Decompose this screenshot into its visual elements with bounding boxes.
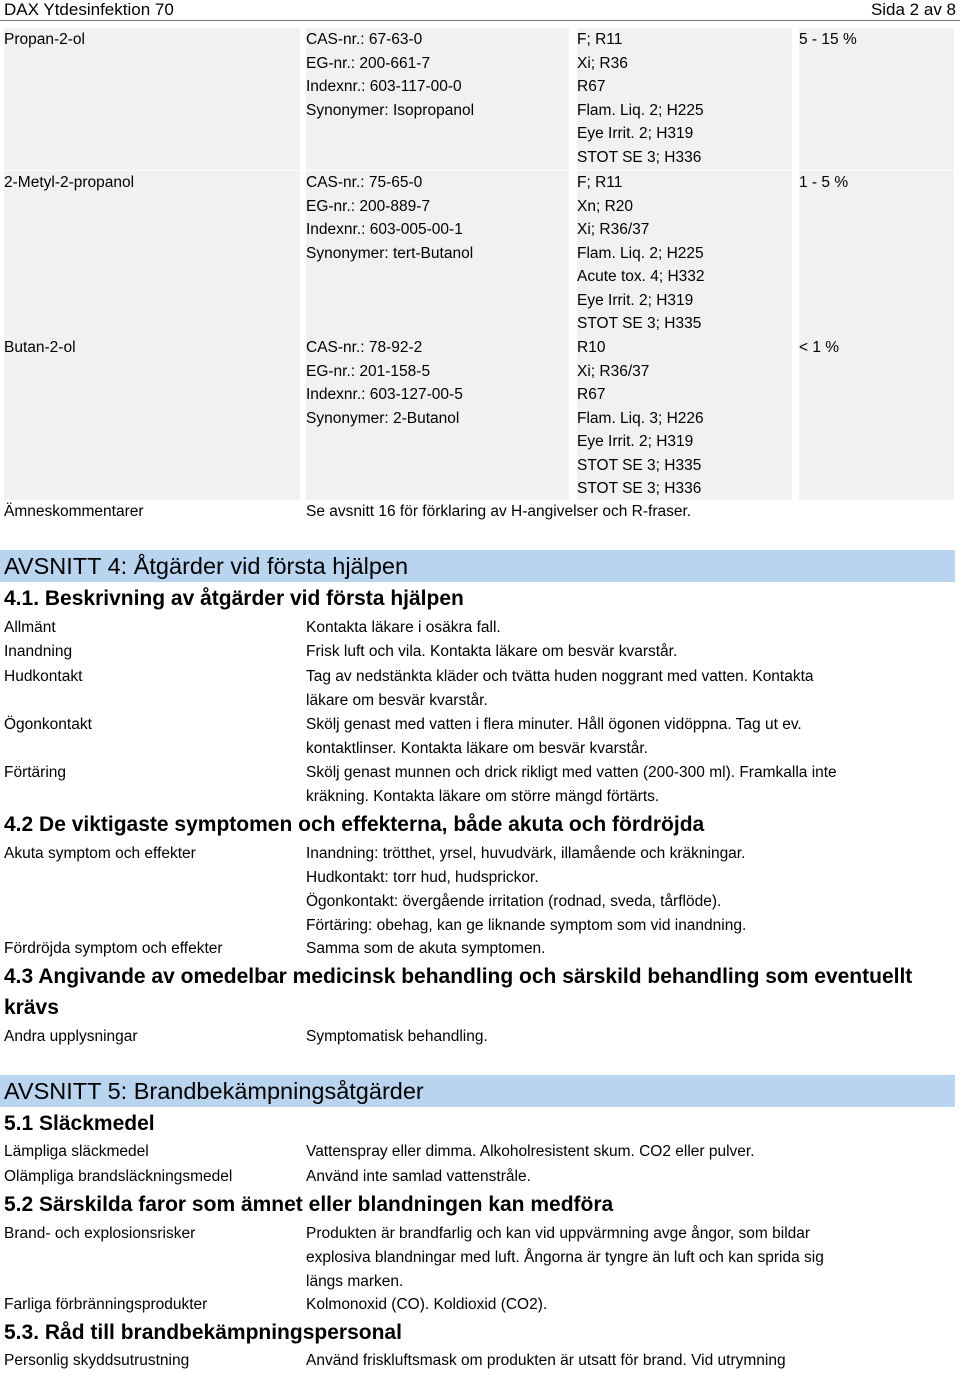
document-title: DAX Ytdesinfektion 70 <box>4 0 174 19</box>
table-row <box>0 28 960 170</box>
table-row <box>0 500 960 524</box>
row-label: Hudkontakt <box>4 668 83 685</box>
page-number: Sida 2 av 8 <box>870 0 956 19</box>
row-label: Ögonkontakt <box>4 716 92 733</box>
row-value: Använd inte samlad vattenstråle. <box>306 1168 531 1185</box>
row-value: Kolmonoxid (CO). Koldioxid (CO2). <box>306 1296 548 1313</box>
row-label: Fördröjda symptom och effekter <box>4 940 223 957</box>
row-label: Inandning <box>4 643 73 660</box>
component-ids: CAS-nr.: 75-65-0 EG-nr.: 200-889-7 Indexnr.: 603-005-00-1 Synonymer: tert-Butanol <box>306 171 569 337</box>
row-value: Vattenspray eller dimma. Alkoholresistent skum. CO2 eller pulver. <box>306 1143 755 1160</box>
comment-label: Ämneskommentarer <box>4 503 144 520</box>
comment-text: Se avsnitt 16 för förklaring av H-angivelser och R-fraser. <box>306 503 692 520</box>
row-label: Personlig skyddsutrustning <box>4 1352 190 1369</box>
row-label: Farliga förbränningsprodukter <box>4 1296 208 1313</box>
row-label: Allmänt <box>4 619 56 636</box>
subsection-5-3-title: 5.3. Råd till brandbekämpningspersonal <box>4 1321 402 1344</box>
row-value: Tag av nedstänkta kläder och tvätta huden noggrant med vatten. Kontakta läkare om besvär kvarstår. <box>306 668 814 709</box>
row-value: Samma som de akuta symptomen. <box>306 940 546 957</box>
component-concentration: 1 - 5 % <box>799 171 954 337</box>
component-name: 2-Metyl-2-propanol <box>4 171 300 337</box>
subsection-5-1-title: 5.1 Släckmedel <box>4 1112 155 1135</box>
subsection-4-2-title: 4.2 De viktigaste symptomen och effekterna, både akuta och fördröjda <box>4 813 705 836</box>
subsection-4-3-title: 4.3 Angivande av omedelbar medicinsk behandling och särskild behandling som eventuellt krävs <box>4 965 913 1019</box>
row-label: Andra upplysningar <box>4 1028 138 1045</box>
row-value: Frisk luft och vila. Kontakta läkare om besvär kvarstår. <box>306 643 678 660</box>
section-4-heading: AVSNITT 4: Åtgärder vid första hjälpen <box>0 550 955 582</box>
row-label: Förtäring <box>4 764 67 781</box>
row-label: Lämpliga släckmedel <box>4 1143 149 1160</box>
row-value: Produkten är brandfarlig och kan vid uppvärmning avge ångor, som bildar explosiva blandningar med luft. Ångorna är tyngre än luft och kan sprida sig längs marken. <box>306 1225 824 1290</box>
component-classification: F; R11 Xi; R36 R67 Flam. Liq. 2; H225 Eye Irrit. 2; H319 STOT SE 3; H336 <box>577 28 792 170</box>
row-value: Kontakta läkare i osäkra fall. <box>306 619 501 636</box>
table-row <box>0 171 960 337</box>
component-classification: R10 Xi; R36/37 R67 Flam. Liq. 3; H226 Eye Irrit. 2; H319 STOT SE 3; H335 STOT SE 3; H336 <box>577 336 792 500</box>
row-value: Inandning: trötthet, yrsel, huvudvärk, illamående och kräkningar. Hudkontakt: torr hud, hudsprickor. Ögonkontakt: övergående irritation (rodnad, sveda, tårflöde). Förtäring: obehag, kan ge liknande symptom som vid inandning. <box>306 845 747 934</box>
row-label: Olämpliga brandsläckningsmedel <box>4 1168 233 1185</box>
component-concentration: 5 - 15 % <box>799 28 954 170</box>
row-value: Skölj genast munnen och drick rikligt med vatten (200-300 ml). Framkalla inte kräkning. Kontakta läkare om större mängd förtärts. <box>306 764 837 805</box>
row-label: Akuta symptom och effekter <box>4 845 196 862</box>
section-5-heading: AVSNITT 5: Brandbekämpningsåtgärder <box>0 1075 955 1107</box>
page-header <box>0 0 960 21</box>
row-label: Brand- och explosionsrisker <box>4 1225 196 1242</box>
component-concentration: < 1 % <box>799 336 954 500</box>
row-value: Symptomatisk behandling. <box>306 1028 488 1045</box>
component-name: Propan-2-ol <box>4 28 300 170</box>
component-classification: F; R11 Xn; R20 Xi; R36/37 Flam. Liq. 2; H225 Acute tox. 4; H332 Eye Irrit. 2; H319 STOT SE 3; H335 <box>577 171 792 337</box>
table-row <box>0 336 960 500</box>
component-ids: CAS-nr.: 78-92-2 EG-nr.: 201-158-5 Indexnr.: 603-127-00-5 Synonymer: 2-Butanol <box>306 336 569 500</box>
row-value: Skölj genast med vatten i flera minuter. Håll ögonen vidöppna. Tag ut ev. kontaktlinser. Kontakta läkare om besvär kvarstår. <box>306 716 802 757</box>
component-name: Butan-2-ol <box>4 336 300 500</box>
component-ids: CAS-nr.: 67-63-0 EG-nr.: 200-661-7 Indexnr.: 603-117-00-0 Synonymer: Isopropanol <box>306 28 569 170</box>
subsection-5-2-title: 5.2 Särskilda faror som ämnet eller blandningen kan medföra <box>4 1193 614 1216</box>
subsection-4-1-title: 4.1. Beskrivning av åtgärder vid första hjälpen <box>4 587 464 610</box>
row-value: Använd friskluftsmask om produkten är utsatt för brand. Vid utrymning <box>306 1352 786 1369</box>
